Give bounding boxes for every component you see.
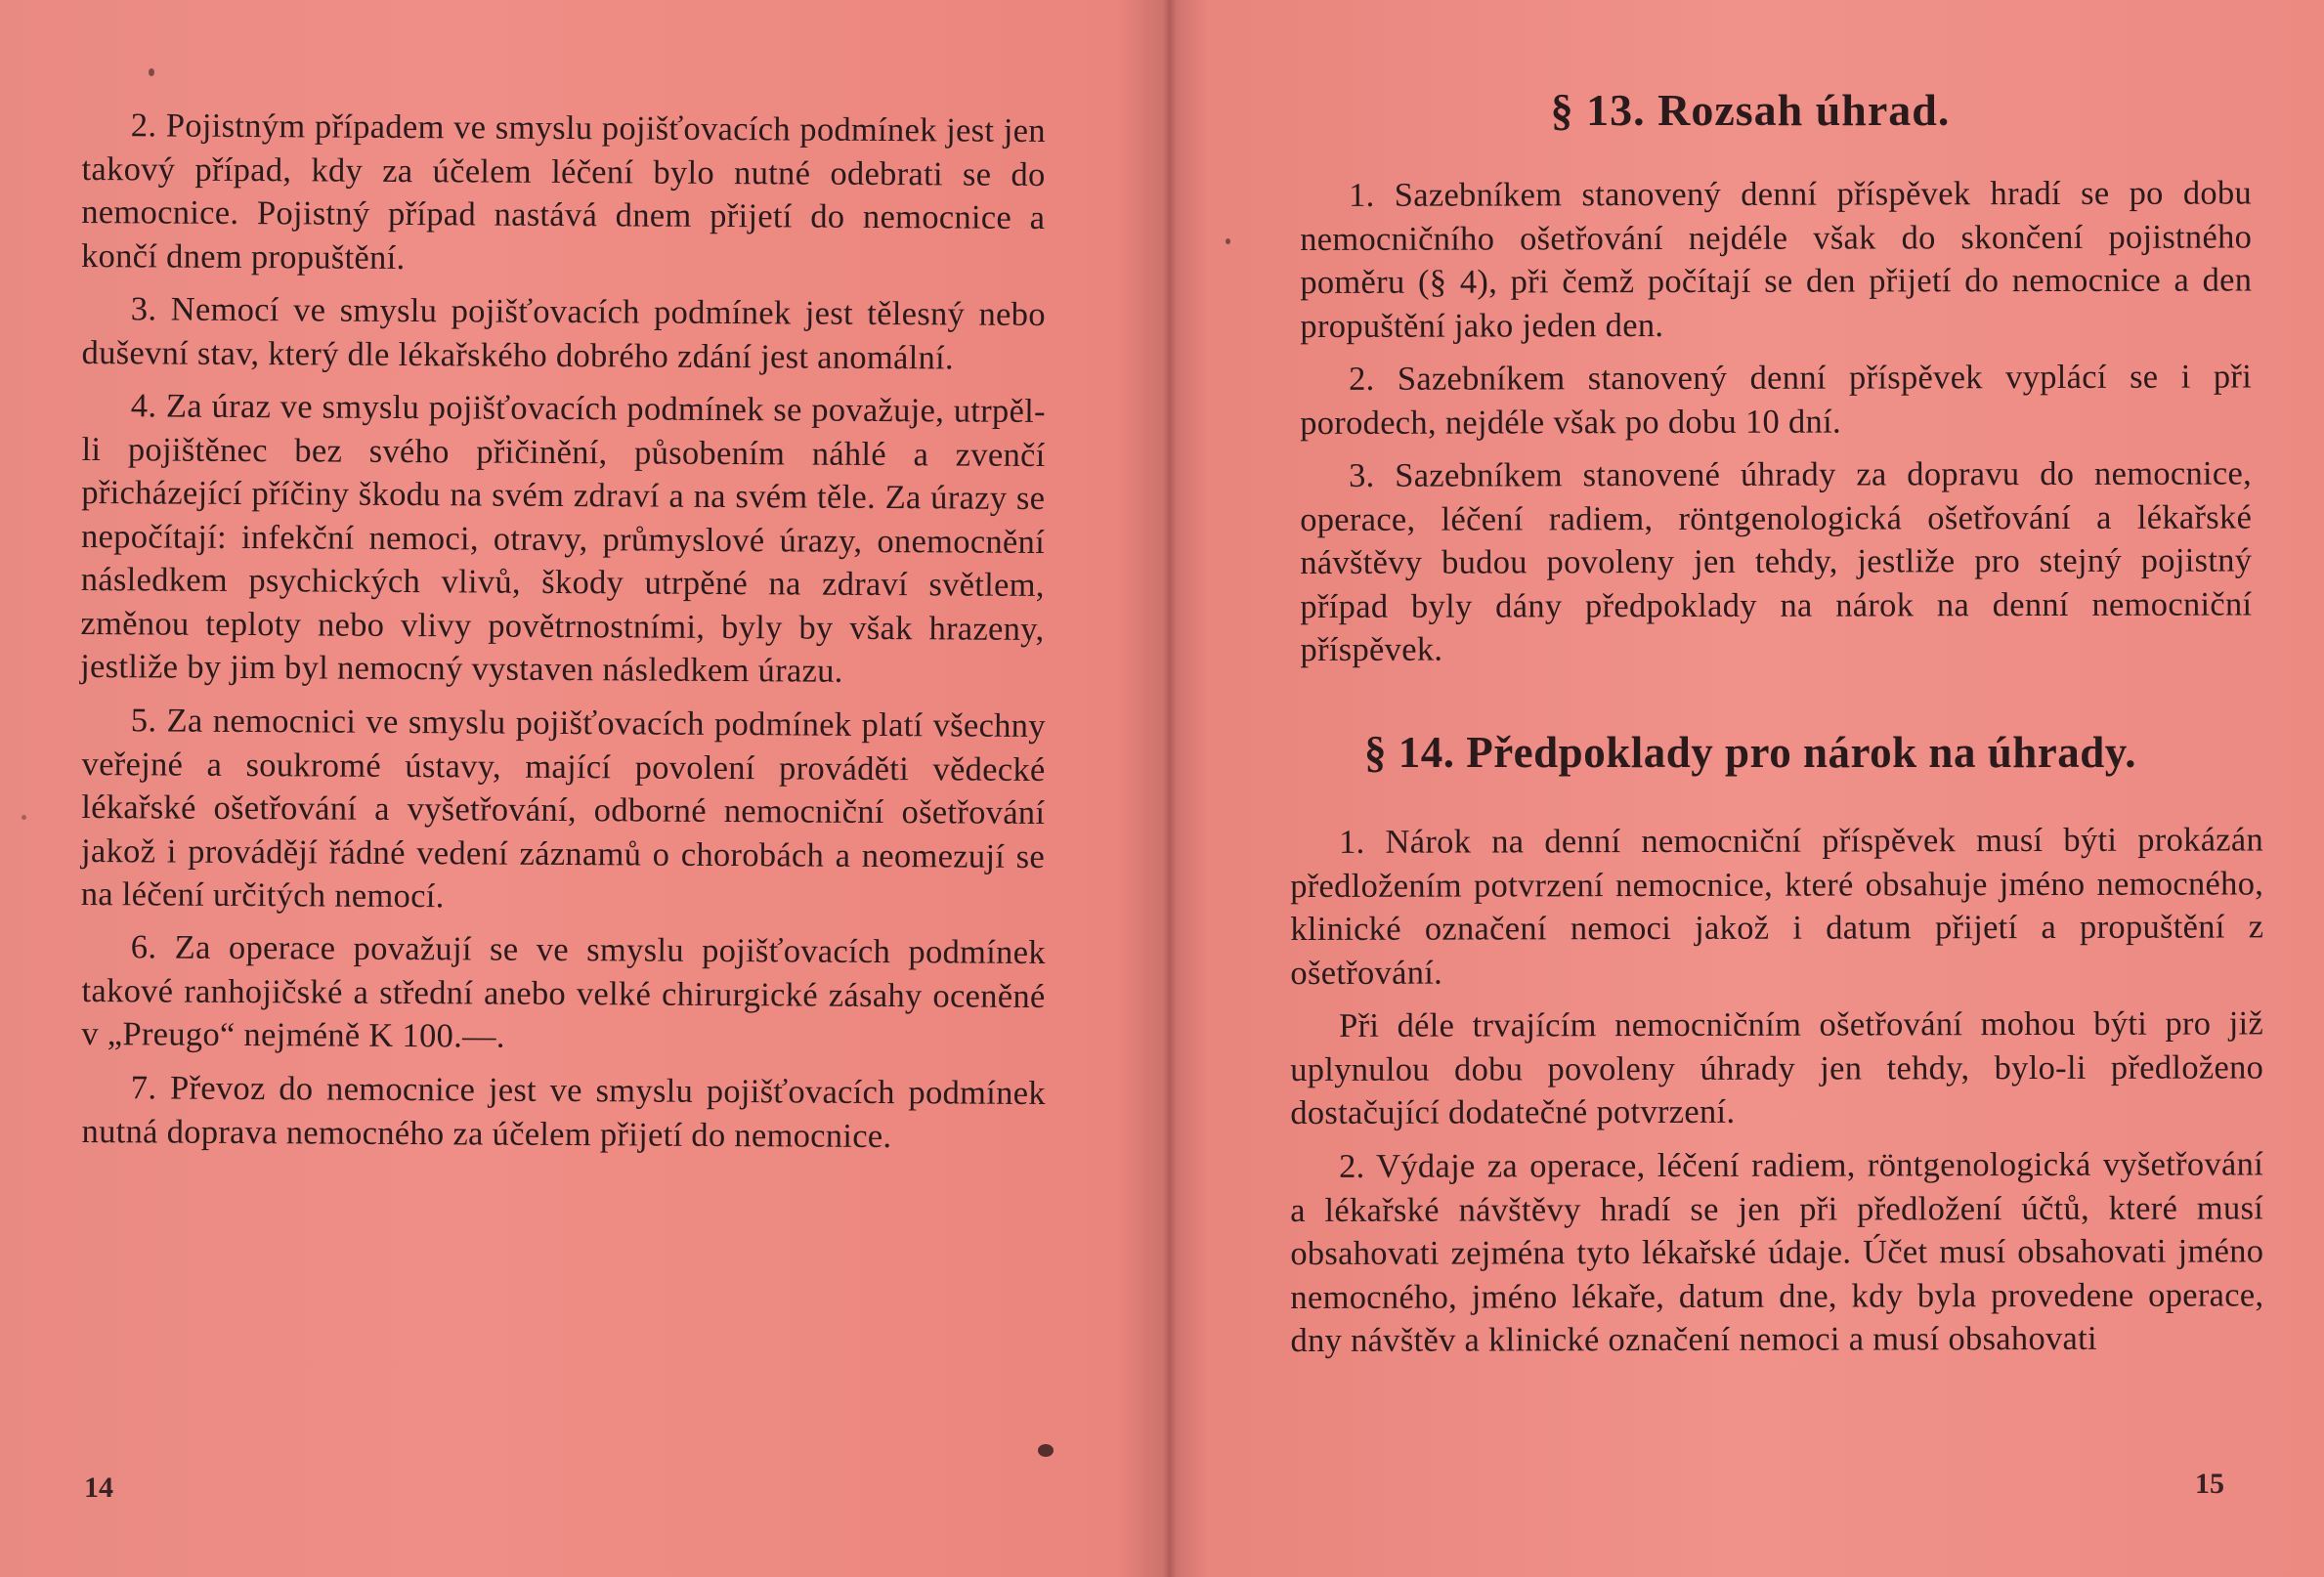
ink-speck — [1038, 1444, 1054, 1457]
ink-speck — [22, 815, 26, 820]
page-number-right: 15 — [2195, 1468, 2224, 1500]
section-13-heading: § 13. Rozsah úhrad. — [1550, 85, 1951, 135]
book-gutter — [1163, 0, 1177, 1577]
page-number-left: 14 — [84, 1471, 113, 1504]
ink-speck — [1226, 238, 1230, 244]
section-13-paragraph-2: 2. Sazebníkem stanovený denní příspěvek vyplácí se i při porodech, nejdéle však po dobu 10 dní. — [1300, 358, 2253, 442]
paragraph-3-illness: 3. Nemocí ve smyslu pojišťovacích podmínek jest tělesný nebo duševní stav, který dle lékařského dobrého zdání jest anomální. — [81, 290, 1046, 376]
paragraph-5-hospital: 5. Za nemocnici ve smyslu pojišťovacích podmínek platí všechny veřejné a soukromé ústavy, mající povolení prováděti vědecké lékařské ošetřování a vyšetřování, odborné nemocniční ošetřování jakož i provádějí řádné vedení záznamů o chorobách a neomezují se na léčení určitých nemocí. — [80, 701, 1046, 915]
ink-speck — [149, 68, 154, 76]
section-14-paragraph-2: Při déle trvajícím nemocničním ošetřování mohou býti pro již uplynulou dobu povoleny úhrady jen tehdy, bylo-li předloženo dostačující dodatečné potvrzení. — [1290, 1004, 2264, 1131]
section-13-paragraph-1: 1. Sazebníkem stanovený denní příspěvek hradí se po dobu nemocničního ošetřování nejdéle však do skončení pojistného poměru (§ 4), při čemž počítají se den přijetí do nemocnice a den propuštění jako jeden den. — [1300, 174, 2253, 345]
paragraph-7-transport: 7. Převoz do nemocnice jest ve smyslu pojišťovacích podmínek nutná doprava nemocného za účelem přijetí do nemocnice. — [81, 1068, 1046, 1155]
paragraph-6-operations: 6. Za operace považují se ve smyslu pojišťovacích podmínek takové ranhojičské a střední anebo velké chirurgické zásahy oceněné v „Preugo“ nejméně K 100.—. — [81, 928, 1046, 1055]
paragraph-2-insurance-case: 2. Pojistným případem ve smyslu pojišťovacích podmínek jest jen takový případ, kdy za účelem léčení bylo nutné odebrati se do nemocnice. Pojistný případ nastává dnem přijetí do nemocnice a končí dnem propuštění. — [80, 107, 1046, 277]
section-13-text — [1300, 174, 2252, 682]
section-14-text — [1290, 821, 2263, 1372]
section-14-paragraph-3: 2. Výdaje za operace, léčení radiem, röntgenologická vyšetřování a lékařské návštěvy hradí se jen při předložení účtů, které musí obsahovati zejména tyto lékařské údaje. Účet musí obsahovati jméno nemocného, jméno lékaře, datum dne, kdy byla provedene operace, dny návštěv a klinické označení nemoci a musí obsahovati — [1290, 1144, 2264, 1359]
left-page-text — [82, 104, 1046, 1163]
section-14-heading: § 14. Předpoklady pro nárok na úhrady. — [1363, 728, 2137, 777]
section-13-paragraph-3: 3. Sazebníkem stanovené úhrady za dopravu do nemocnice, operace, léčení radiem, röntgenologická ošetřování a lékařské návštěvy budou povoleny jen tehdy, jestliže pro stejný pojistný případ byly dány předpoklady na nárok na denní nemocniční příspěvek. — [1300, 454, 2253, 668]
section-14-paragraph-1: 1. Nárok na denní nemocniční příspěvek musí býti prokázán předložením potvrzení nemocnice, které obsahuje jméno nemocného, klinické označení nemoci jakož i datum přijetí a propuštění z ošetřování. — [1290, 821, 2264, 992]
right-page — [1177, 0, 2324, 1577]
paragraph-4-injury: 4. Za úraz ve smyslu pojišťovacích podmínek se považuje, utrpěl-li pojištěnec bez svého přičinění, působením náhlé a zvenčí přicházející příčiny škodu na svém zdraví a na svém těle. Za úrazy se nepočítají: infekční nemoci, otravy, průmyslové úrazy, onemocnění následkem psychických vlivů, škody utrpěné na zdraví světlem, změnou teploty nebo vlivy povětrnostními, byly by však hrazeny, jestliže by jim byl nemocný vystaven následkem úrazu. — [80, 387, 1046, 690]
